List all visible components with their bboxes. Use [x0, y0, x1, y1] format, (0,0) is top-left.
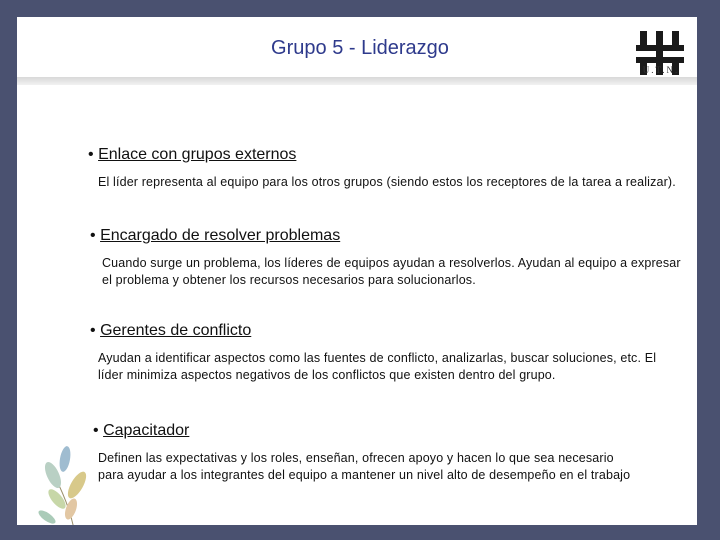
item-description: Cuando surge un problema, los líderes de equipos ayudan a resolverlos. Ayudan al equipo a expresar el problema y obtener los recursos necesarios para solucionarlos. — [102, 256, 681, 287]
item-heading-gerentes — [90, 322, 251, 340]
slide-title: Grupo 5 - Liderazgo — [271, 37, 449, 59]
slide — [17, 17, 697, 525]
bullet: • — [90, 227, 96, 244]
leaves-decoration — [35, 437, 115, 525]
item-heading-text: Gerentes de conflicto — [100, 322, 252, 339]
item-description: El líder representa al equipo para los otros grupos (siendo estos los receptores de la tarea a realizar). — [98, 175, 676, 189]
item-heading-text: Capacitador — [103, 422, 190, 439]
item-heading-text: Enlace con grupos externos — [98, 146, 297, 163]
bullet: • — [93, 422, 99, 439]
header-divider — [17, 77, 697, 85]
item-heading-encargado — [90, 227, 340, 245]
item-heading-text: Encargado de resolver problemas — [100, 227, 341, 244]
item-description: Ayudan a identificar aspectos como las fuentes de conflicto, analizarlas, buscar soluciones, etc. El líder minimiza aspectos negativos de los conflictos que existen dentro del grupo. — [98, 351, 657, 382]
logo-caption: U.T.N. — [642, 65, 680, 75]
bullet: • — [90, 322, 96, 339]
item-heading-enlace — [88, 146, 296, 164]
item-description: Definen las expectativas y los roles, enseñan, ofrecen apoyo y hacen lo que sea necesario para ayudar a los integrantes del equipo a mantener un nivel alto de desempeño en el trabajo — [98, 451, 631, 482]
bullet: • — [88, 146, 94, 163]
